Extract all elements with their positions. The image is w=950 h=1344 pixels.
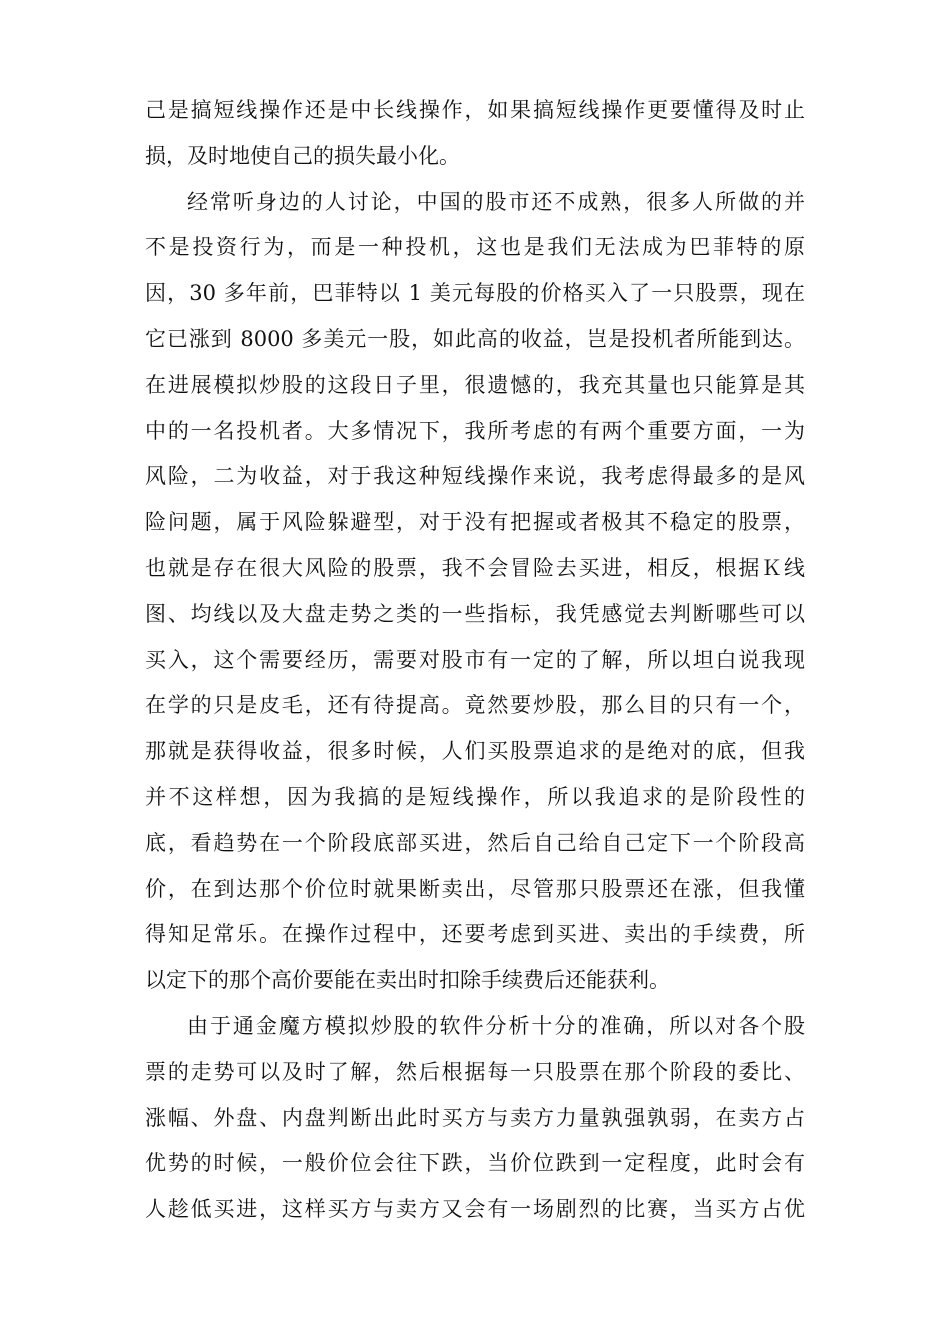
text-line: 得知足常乐。在操作过程中，还要考虑到买进、卖出的手续费，所 xyxy=(145,922,805,947)
text-line: 并不这样想，因为我搞的是短线操作，所以我追求的是阶段性的 xyxy=(145,784,805,809)
text-line: 票的走势可以及时了解，然后根据每一只股票在那个阶段的委比、 xyxy=(145,1059,805,1084)
text-line: 风险，二为收益，对于我这种短线操作来说，我考虑得最多的是风 xyxy=(145,464,805,489)
body-text xyxy=(145,88,805,1233)
text-line: 在学的只是皮毛，还有待提高。竟然要炒股，那么目的只有一个， xyxy=(145,693,805,718)
text-line: 以定下的那个高价要能在卖出时扣除手续费后还能获利。 xyxy=(145,968,670,993)
text-line: 买入，这个需要经历，需要对股市有一定的了解，所以坦白说我现 xyxy=(145,647,805,672)
paragraph-first-line: 经常听身边的人讨论，中国的股市还不成熟，很多人所做的并 xyxy=(187,189,805,214)
text-line: 损，及时地使自己的损失最小化。 xyxy=(145,143,460,168)
text-line: 因，30 多年前，巴菲特以 1 美元每股的价格买入了一只股票，现在 xyxy=(145,281,805,306)
text-line: 人趁低买进，这样买方与卖方又会有一场剧烈的比赛，当买方占优 xyxy=(145,1197,805,1222)
text-line: 它已涨到 8000 多美元一股，如此高的收益，岂是投机者所能到达。 xyxy=(145,326,805,351)
text-line: 底，看趋势在一个阶段底部买进，然后自己给自己定下一个阶段高 xyxy=(145,830,805,855)
text-line: 险问题，属于风险躲避型，对于没有把握或者极其不稳定的股票， xyxy=(145,510,805,535)
text-line: 涨幅、外盘、内盘判断出此时买方与卖方力量孰强孰弱，在卖方占 xyxy=(145,1105,805,1130)
text-line: 那就是获得收益，很多时候，人们买股票追求的是绝对的底，但我 xyxy=(145,739,805,764)
text-line: 己是搞短线操作还是中长线操作，如果搞短线操作更要懂得及时止 xyxy=(145,98,805,122)
text-line: 不是投资行为，而是一种投机，这也是我们无法成为巴菲特的原 xyxy=(145,235,805,260)
text-line: 优势的时候，一般价位会往下跌，当价位跌到一定程度，此时会有 xyxy=(145,1151,805,1176)
paragraph-first-line: 由于通金魔方模拟炒股的软件分析十分的准确，所以对各个股 xyxy=(187,1013,805,1038)
text-line: 在进展模拟炒股的这段日子里，很遗憾的，我充其量也只能算是其 xyxy=(145,372,805,397)
text-line: 也就是存在很大风险的股票，我不会冒险去买进，相反，根据Ｋ线 xyxy=(145,555,805,580)
text-line: 中的一名投机者。大多情况下，我所考虑的有两个重要方面，一为 xyxy=(145,418,805,443)
text-line: 价，在到达那个价位时就果断卖出，尽管那只股票还在涨，但我懂 xyxy=(145,876,805,901)
text-line: 图、均线以及大盘走势之类的一些指标，我凭感觉去判断哪些可以 xyxy=(145,601,805,626)
